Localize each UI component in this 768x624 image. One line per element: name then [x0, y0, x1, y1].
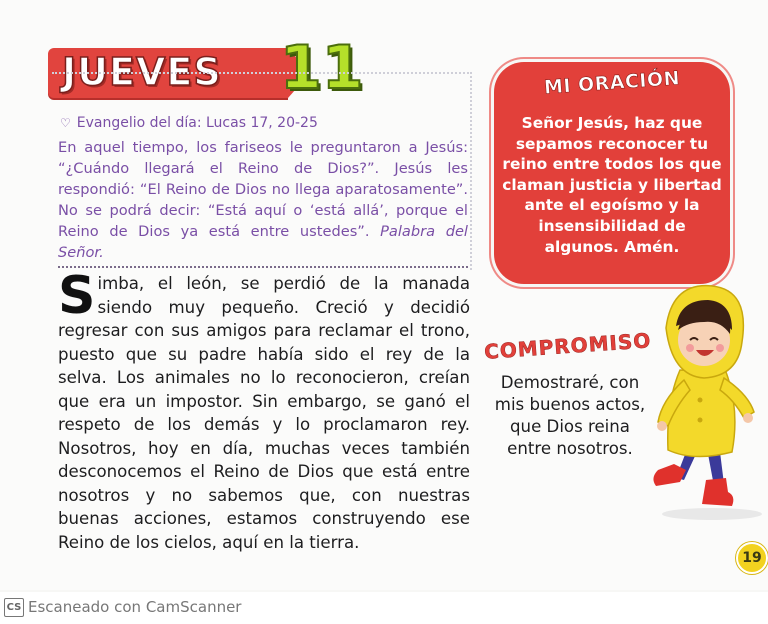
- gospel-title-text: Evangelio del día: Lucas 17, 20-25: [76, 115, 318, 131]
- heart-icon: ♡: [60, 116, 71, 130]
- day-number: 11: [280, 33, 364, 103]
- day-label: JUEVES: [62, 50, 222, 94]
- dotted-divider: [58, 266, 468, 268]
- page-number-badge: 19: [736, 542, 768, 574]
- commitment-text: Demostraré, con mis buenos actos, que Dios reina entre nosotros.: [494, 373, 646, 458]
- prayer-text: Señor Jesús, haz que sepamos reconocer tu reino entre todos los que claman justicia y libertad ante el egoísmo y la insensibilidad de algunos. Amén.: [502, 114, 722, 256]
- camscanner-logo: CS: [4, 598, 24, 617]
- gospel-body: En aquel tiempo, los fariseos le preguntaron a Jesús: “¿Cuándo llegará el Reino de Dios?”. Jesús les respondió: “El Reino de Dios no llega aparatosamente”. No se podrá decir: “Está aquí o ‘está allá’, porque el Reino de Dios ya está entre ustedes”.: [58, 139, 468, 240]
- commitment-title: COMPROMISO: [483, 328, 653, 364]
- gospel-text: [58, 137, 468, 263]
- drop-cap: S: [58, 266, 96, 326]
- gospel-title: [60, 115, 318, 131]
- prayer-title: MI ORACIÓN: [543, 67, 681, 99]
- scanner-watermark-text: Escaneado con CamScanner: [28, 598, 242, 616]
- reflection-text: [58, 266, 470, 554]
- reflection-body: imba, el león, se perdió de la manada siendo muy pequeño. Creció y decidió regresar con sus amigos para reclamar el trono, puesto que su padre había sido el rey de la selva. Los animales no lo reconocieron, creían que era un impostor. Sin embargo, se ganó el respeto de los demás y lo proclamaron rey. Nosotros, hoy en día, muchas veces también desconocemos el Reino de Dios que está entre nosotros y no sabemos que, con nuestras buenas acciones, estamos construyendo ese Reino de los cielos, aquí en la tierra.: [58, 274, 470, 552]
- gospel-closing: Palabra del Señor.: [58, 223, 468, 261]
- girl-raincoat-illustration: [628, 282, 764, 522]
